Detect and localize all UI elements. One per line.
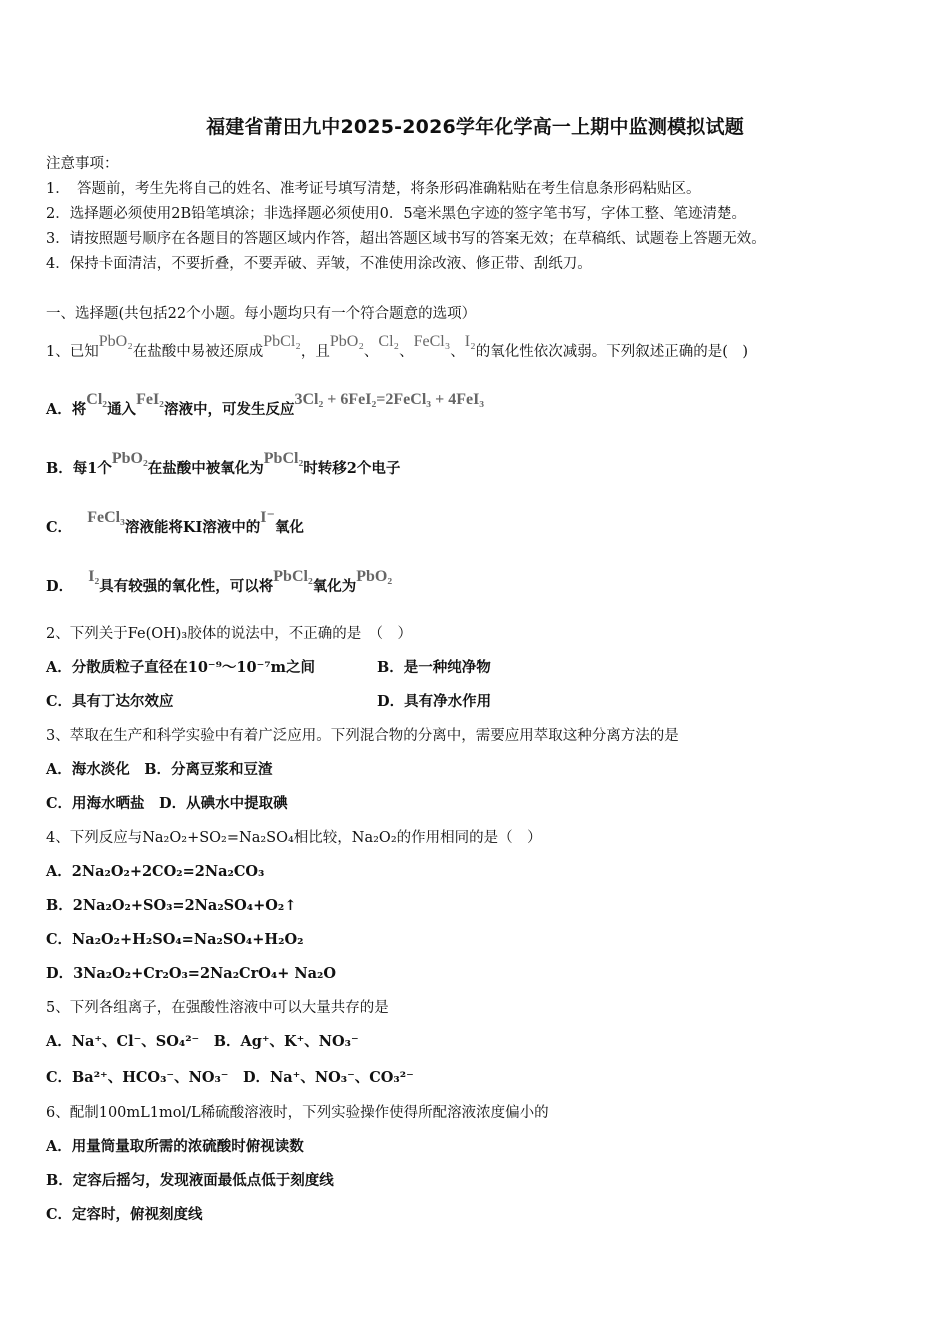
question-3-options-cd: C．用海水晒盐 D．从碘水中提取碘	[46, 795, 288, 812]
question-4-option-a: A．2Na₂O₂+2CO₂=2Na₂CO₃	[46, 863, 265, 880]
question-2-option-c: C．具有丁达尔效应	[46, 693, 174, 710]
question-1-option-d: D． I₂具有较强的氧化性，可以将PbCl₂氧化为PbO₂	[46, 568, 393, 595]
question-6-stem: 6、配制100mL1mol/L稀硫酸溶液时，下列实验操作使得所配溶液浓度偏小的	[46, 1105, 549, 1121]
notice-item: 2．选择题必须使用2B铅笔填涂；非选择题必须使用0．5毫米黑色字迹的签字笔书写，字体工整、笔迹清楚。	[46, 206, 747, 222]
question-6-option-c: C．定容时，俯视刻度线	[46, 1206, 203, 1223]
formula-fecl3: FeCl₃	[87, 509, 125, 526]
formula-pbo2: PbO₂	[356, 568, 393, 585]
question-2-option-a: A．分散质粒子直径在10⁻⁹～10⁻⁷m之间	[46, 659, 315, 676]
question-2-option-d: D．具有净水作用	[377, 693, 492, 710]
question-5-options-cd: C．Ba²⁺、HCO₃⁻、NO₃⁻ D．Na⁺、NO₃⁻、CO₃²⁻	[46, 1069, 414, 1086]
page-title: 福建省莆田九中2025-2026学年化学高一上期中监测模拟试题	[206, 116, 744, 138]
question-4-option-c: C．Na₂O₂+H₂SO₄=Na₂SO₄+H₂O₂	[46, 931, 304, 948]
question-4-stem: 4、下列反应与Na₂O₂+SO₂=Na₂SO₄相比较，Na₂O₂的作用相同的是（ ）	[46, 830, 542, 846]
question-3-options-ab: A．海水淡化 B．分离豆浆和豆渣	[46, 761, 273, 778]
notice-heading: 注意事项：	[46, 156, 119, 172]
question-1-option-a: A．将Cl₂通入FeI₂溶液中，可发生反应3Cl₂ + 6FeI₂=2FeCl₃ + 4FeI₃	[46, 391, 485, 418]
formula-pbcl2: PbCl₂	[273, 568, 313, 585]
formula-pbo2: PbO₂	[329, 333, 364, 350]
notice-item: 1． 答题前，考生先将自己的姓名、准考证号填写清楚，将条形码准确粘贴在考生信息条形码粘贴区。	[46, 181, 701, 197]
question-4-option-b: B．2Na₂O₂+SO₃=2Na₂SO₄+O₂↑	[46, 897, 297, 914]
notice-item: 3．请按照题号顺序在各题目的答题区域内作答，超出答题区域书写的答案无效；在草稿纸、试题卷上答题无效。	[46, 231, 766, 247]
formula-i2: I₂	[88, 568, 100, 585]
question-2-option-b: B．是一种纯净物	[377, 659, 491, 676]
formula-cl2: Cl₂	[378, 333, 400, 350]
equation: 3Cl₂ + 6FeI₂=2FeCl₃ + 4FeI₃	[294, 391, 485, 408]
formula-cl2: Cl₂	[86, 391, 108, 408]
formula-fei2: FeI₂	[136, 391, 164, 408]
question-6-option-b: B．定容后摇匀，发现液面最低点低于刻度线	[46, 1172, 334, 1189]
question-1-option-b: B．每1个PbO₂在盐酸中被氧化为PbCl₂时转移2个电子	[46, 450, 401, 477]
question-5-stem: 5、下列各组离子，在强酸性溶液中可以大量共存的是	[46, 1000, 389, 1016]
formula-fecl3: FeCl₃	[413, 333, 451, 350]
question-6-option-a: A．用量筒量取所需的浓硫酸时俯视读数	[46, 1138, 304, 1155]
formula-pbcl2: PbCl₂	[263, 450, 304, 467]
question-5-options-ab: A．Na⁺、Cl⁻、SO₄²⁻ B．Ag⁺、K⁺、NO₃⁻	[46, 1033, 359, 1050]
question-1-option-c: C． FeCl₃溶液能将KI溶液中的I⁻氧化	[46, 509, 304, 536]
question-4-option-d: D．3Na₂O₂+Cr₂O₃=2Na₂CrO₄+ Na₂O	[46, 965, 337, 982]
question-2-stem: 2、下列关于Fe(OH)₃胶体的说法中，不正确的是 （ ）	[46, 626, 412, 642]
formula-pbo2: PbO₂	[98, 333, 133, 350]
formula-i2: I₂	[464, 333, 476, 350]
formula-pbo2: PbO₂	[111, 450, 148, 467]
formula-pbcl2: PbCl₂	[263, 333, 301, 350]
question-1-stem: 1、已知PbO₂在盐酸中易被还原成PbCl₂，且PbO₂、Cl₂、FeCl₃、I₂的氧化性依次减弱。下列叙述正确的是( )	[46, 333, 749, 360]
notice-item: 4．保持卡面清洁，不要折叠，不要弄破、弄皱，不准使用涂改液、修正带、刮纸刀。	[46, 256, 592, 272]
section-heading: 一、选择题(共包括22个小题。每小题均只有一个符合题意的选项）	[46, 306, 477, 322]
formula-i-minus: I⁻	[260, 509, 275, 526]
question-3-stem: 3、萃取在生产和科学实验中有着广泛应用。下列混合物的分离中，需要应用萃取这种分离方法的是	[46, 728, 679, 744]
